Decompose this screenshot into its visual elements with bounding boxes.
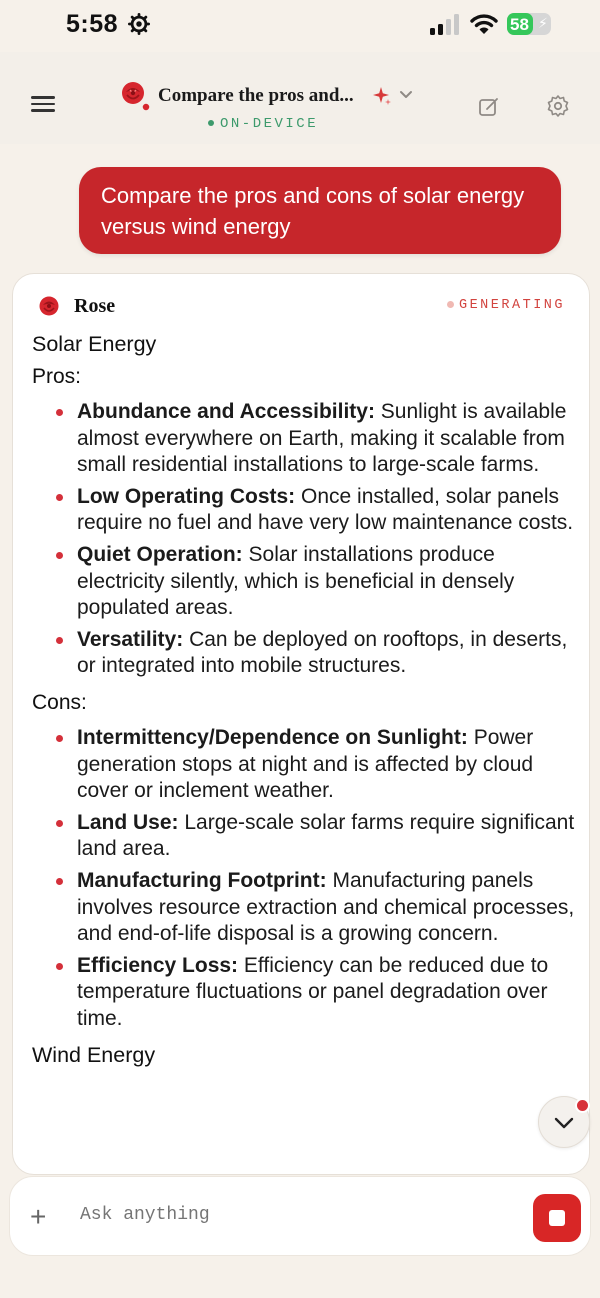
list-item [32,399,575,479]
wifi-icon [470,12,498,36]
item-title: Land Use: [77,810,179,834]
item-title: Versatility: [77,627,184,651]
sparkle-icon [372,86,392,106]
signal-icon [430,14,462,36]
list-item [32,542,575,622]
bullet [56,878,63,885]
message-input[interactable] [80,1205,500,1225]
rose-logo-icon [38,295,60,317]
rose-logo-icon [119,80,151,112]
pros-label: Pros: [32,365,82,388]
bullet [56,409,63,416]
stop-icon [549,1210,565,1226]
item-title: Abundance and Accessibility: [77,400,375,423]
bullet [56,735,63,742]
settings-icon[interactable] [546,94,570,118]
bullet [56,637,63,644]
chat-header [0,52,600,144]
item-text: Power generation stops at night and is affected by cloud cover or inclement weather. [77,725,534,803]
status-bar [0,0,600,52]
item-title: Quiet Operation: [77,542,243,566]
user-message-bubble [79,167,561,254]
status-time: 5:58 [66,10,119,38]
item-title: Efficiency Loss: [77,953,239,977]
cons-list [32,725,575,1033]
on-device-label: ON-DEVICE [220,116,319,132]
list-item [32,484,575,537]
status-dot [208,120,214,126]
cons-label: Cons: [32,690,87,714]
user-message-text: Compare the pros and cons of solar energy versus wind energy [101,183,525,239]
menu-icon[interactable] [31,96,55,114]
bullet [56,552,63,559]
list-item [32,953,575,1033]
assistant-message-card [12,273,590,1175]
charging-bolt-icon: ⚡ [538,15,548,31]
generating-label: GENERATING [458,298,565,313]
generating-status [447,298,565,313]
section-heading: Solar Energy [32,332,157,356]
list-item [32,868,575,948]
item-text: Large-scale solar farms require significant land area. [77,810,575,861]
item-text: Sunlight is available almost everywhere on Earth, making it scalable from small residential installations to large-scale farms. [77,400,567,477]
edit-icon[interactable] [478,96,500,118]
item-title: Intermittency/Dependence on Sunlight: [77,725,468,749]
item-text: Efficiency can be reduced due to temperature fluctuations or panel degradation over time. [77,953,549,1030]
section-heading: Wind Energy [32,1043,156,1068]
bullet [56,820,63,827]
item-text: Manufacturing panels involves resource extraction and chemical processes, and end-of-life disposal is a growing concern. [77,868,575,946]
battery-percent: 58 [510,15,529,34]
assistant-name: Rose [74,295,116,317]
status-dot [447,301,454,308]
pros-list [32,399,575,680]
plus-icon[interactable]: + [30,1201,47,1232]
new-content-dot [575,1098,590,1113]
chat-input-bar [9,1176,591,1256]
list-item [32,627,575,680]
conversation-title[interactable]: Compare the pros and... [158,85,354,106]
list-item [32,725,575,805]
item-text: Can be deployed on rooftops, in deserts, or integrated into mobile structures. [77,627,568,678]
on-device-indicator [208,116,318,132]
item-text: Solar installations produce electricity silently, which is beneficial in densely populated areas. [77,542,515,620]
list-item [32,810,575,863]
bullet [56,963,63,970]
battery-icon [507,13,551,35]
chevron-down-icon[interactable] [398,88,414,102]
item-title: Low Operating Costs: [77,484,296,508]
stop-generating-button[interactable] [533,1194,581,1242]
bullet [56,494,63,501]
gear-icon [128,13,150,35]
item-text: Once installed, solar panels require no fuel and have very low maintenance costs. [77,484,574,535]
item-title: Manufacturing Footprint: [77,868,327,892]
response-content [32,329,575,1070]
